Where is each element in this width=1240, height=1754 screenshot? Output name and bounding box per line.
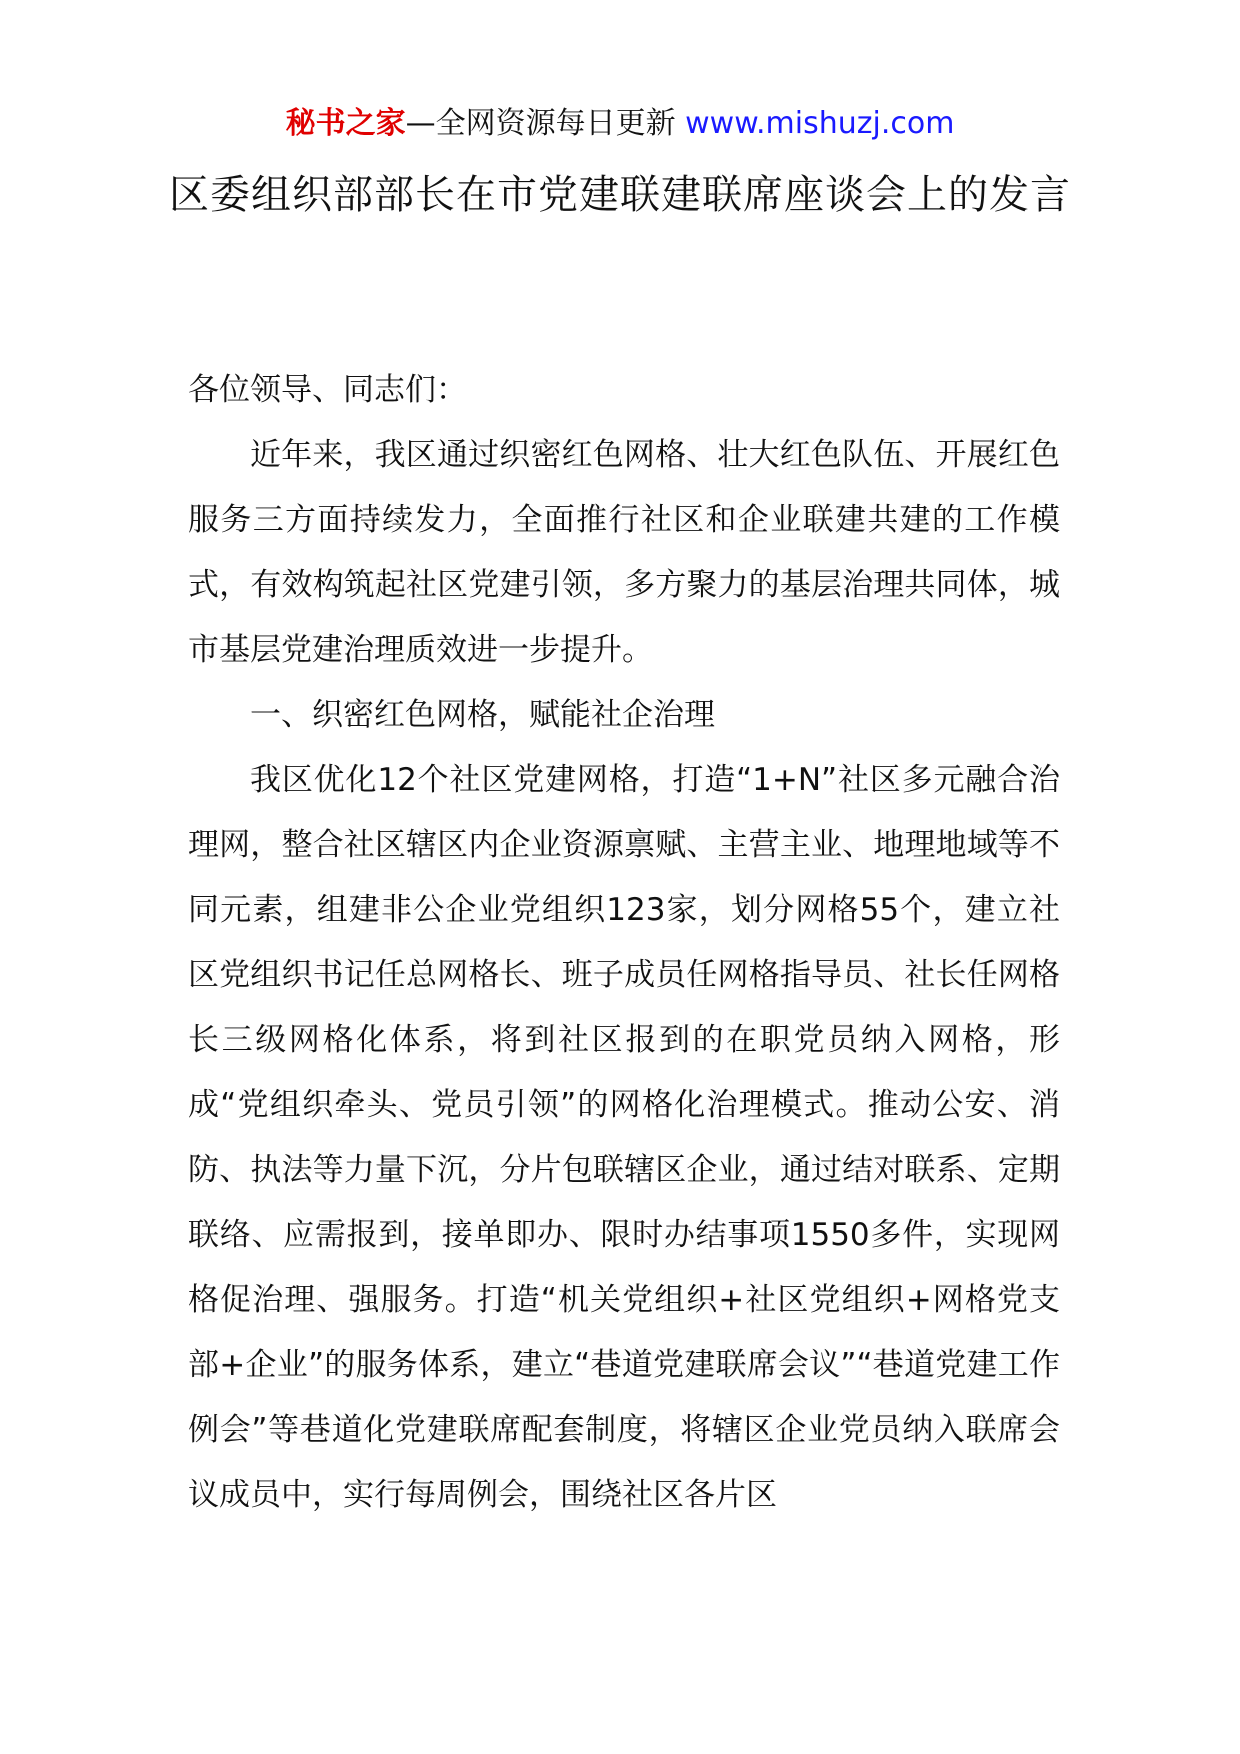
site-brand: 秘书之家 [285, 106, 406, 141]
section-paragraph: 我区优化12个社区党建网格，打造“1+N”社区多元融合治理网，整合社区辖区内企业资源禀赋、主营主业、地理地域等不同元素，组建非公企业党组织123家，划分网格55个，建立社区党组织书记任总网格长、班子成员任网格指导员、社长任网格长三级网格化体系，将到社区报到的在职党员纳入网格，形成“党组织牵头、党员引领”的网格化治理模式。推动公安、消防、执法等力量下沉，分片包联辖区企业，通过结对联系、定期联络、应需报到，接单即办、限时办结事项1550多件，实现网格促治理、强服务。打造“机关党组织+社区党组织+网格党支部+企业”的服务体系，建立“巷道党建联席会议”“巷道党建工作例会”等巷道化党建联席配套制度，将辖区企业党员纳入联席会议成员中，实行每周例会，围绕社区各片区 [188, 762, 1060, 1513]
section-heading: 一、织密红色网格，赋能社企治理 [250, 697, 715, 733]
salutation: 各位领导、同志们： [188, 372, 467, 408]
site-url-link[interactable]: www.mishuzj.com [685, 106, 955, 141]
document-body [188, 358, 1060, 1528]
intro-paragraph: 近年来，我区通过织密红色网格、壮大红色队伍、开展红色服务三方面持续发力，全面推行社区和企业联建共建的工作模式，有效构筑起社区党建引领，多方聚力的基层治理共同体，城市基层党建治理质效进一步提升。 [188, 437, 1060, 668]
site-slogan: —全网资源每日更新 [405, 106, 676, 141]
document-title: 区委组织部部长在市党建联建联席座谈会上的发言 [169, 172, 1071, 218]
site-header [0, 104, 1240, 144]
